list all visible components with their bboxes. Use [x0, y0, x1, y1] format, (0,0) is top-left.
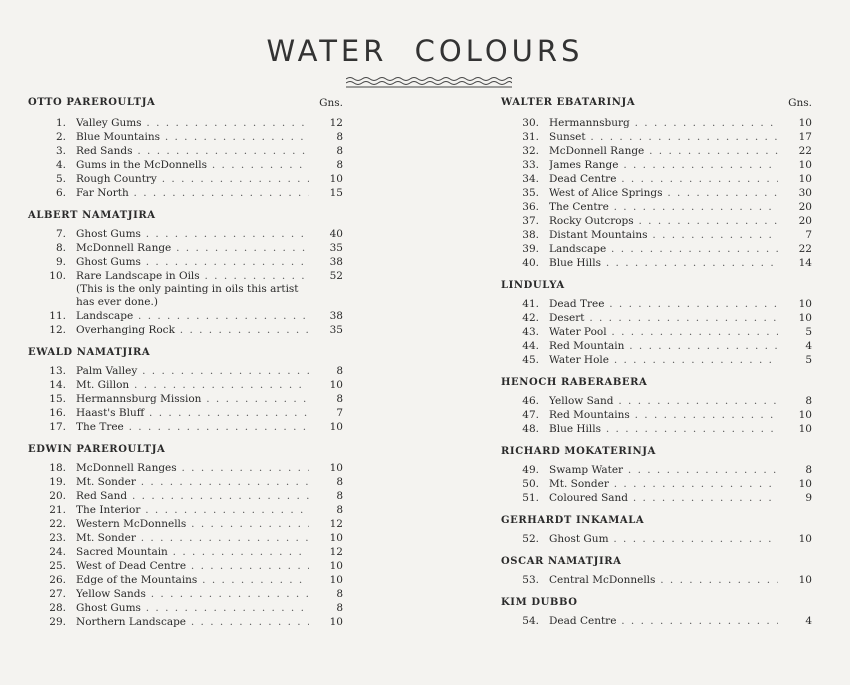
item-title: Red Mountain . . . — [549, 339, 778, 353]
item-price: 10 — [329, 421, 343, 433]
item-title: Dead Centre . . . — [549, 172, 778, 186]
catalogue-item — [28, 601, 343, 615]
item-title: Desert . . . — [549, 311, 778, 325]
item-number: 5. — [55, 173, 66, 185]
item-number: 25. — [49, 560, 66, 572]
catalogue-item — [501, 491, 812, 505]
catalogue-item — [28, 406, 343, 420]
catalogue-item — [501, 158, 812, 172]
item-title: Mt. Gillon . . . — [76, 378, 309, 392]
item-price: 52 — [329, 270, 343, 282]
catalogue-item — [28, 309, 343, 323]
item-title: Northern Landscape . . . — [76, 615, 309, 629]
item-number: 42. — [522, 312, 539, 324]
item-price: 10 — [329, 379, 343, 391]
item-price: 5 — [805, 354, 812, 366]
item-price: 38 — [329, 256, 343, 268]
item-price: 8 — [336, 131, 343, 143]
artist-name: OSCAR NAMATJIRA — [501, 556, 622, 567]
catalogue-item — [28, 227, 343, 241]
item-price: 4 — [805, 615, 812, 627]
item-price: 8 — [336, 365, 343, 377]
item-title: McDonnell Range . . . — [76, 241, 309, 255]
item-title: Mt. Sonder . . . — [549, 477, 778, 491]
item-number: 8. — [55, 242, 66, 254]
item-title: Landscape . . . — [76, 309, 309, 323]
item-price: 10 — [798, 159, 812, 171]
item-title: Distant Mountains . . . — [549, 228, 778, 242]
item-price: 17 — [798, 131, 812, 143]
item-price: 5 — [805, 326, 812, 338]
item-title: Ghost Gums . . . — [76, 227, 309, 241]
item-price: 22 — [798, 243, 812, 255]
catalogue-item — [501, 408, 812, 422]
item-number: 17. — [49, 421, 66, 433]
item-number: 18. — [49, 462, 66, 474]
item-number: 10. — [49, 270, 66, 282]
catalogue-item — [28, 378, 343, 392]
item-number: 54. — [522, 615, 539, 627]
item-price: 8 — [336, 145, 343, 157]
catalogue-item — [28, 573, 343, 587]
item-title: Ghost Gum . . . — [549, 532, 778, 546]
artist-name: RICHARD MOKATERINJA — [501, 446, 656, 457]
artist-section — [501, 515, 812, 546]
item-price: 10 — [798, 478, 812, 490]
catalogue-item — [501, 242, 812, 256]
item-price: 10 — [329, 173, 343, 185]
item-number: 24. — [49, 546, 66, 558]
item-title: Hermannsburg Mission . . . — [76, 392, 309, 406]
item-number: 23. — [49, 532, 66, 544]
catalogue-item — [28, 587, 343, 601]
item-price: 10 — [329, 574, 343, 586]
item-price: 8 — [805, 464, 812, 476]
item-title: Landscape . . . — [549, 242, 778, 256]
catalogue-item — [501, 144, 812, 158]
item-number: 45. — [522, 354, 539, 366]
item-title: Gums in the McDonnells . . . — [76, 158, 309, 172]
catalogue-item — [28, 144, 343, 158]
catalogue-item — [501, 614, 812, 628]
catalogue-item — [28, 420, 343, 434]
item-price: 7 — [805, 229, 812, 241]
item-title: Rocky Outcrops . . . — [549, 214, 778, 228]
catalogue-item — [501, 228, 812, 242]
catalogue-item — [28, 517, 343, 531]
item-number: 1. — [55, 117, 66, 129]
item-number: 43. — [522, 326, 539, 338]
item-number: 6. — [55, 187, 66, 199]
artist-name: OTTO PAREROULTJA — [28, 97, 156, 108]
item-price: 22 — [798, 145, 812, 157]
item-number: 19. — [49, 476, 66, 488]
artist-section — [501, 556, 812, 587]
catalogue-item — [28, 503, 343, 517]
item-number: 11. — [49, 310, 66, 322]
catalogue-item — [28, 172, 343, 186]
item-number: 20. — [49, 490, 66, 502]
item-price: 38 — [329, 310, 343, 322]
item-price: 8 — [336, 588, 343, 600]
item-title: Haast's Bluff . . . — [76, 406, 309, 420]
item-title: Rough Country . . . — [76, 172, 309, 186]
catalogue-item — [28, 255, 343, 269]
item-price: 4 — [805, 340, 812, 352]
item-title: Sunset . . . — [549, 130, 778, 144]
catalogue-item — [28, 269, 343, 283]
item-price: 10 — [329, 560, 343, 572]
item-title: Western McDonnells . . . — [76, 517, 309, 531]
catalogue-item — [28, 364, 343, 378]
item-price: 10 — [798, 117, 812, 129]
item-number: 3. — [55, 145, 66, 157]
artist-section — [501, 446, 812, 505]
artist-section — [28, 347, 343, 434]
artist-section — [28, 210, 343, 337]
item-price: 9 — [805, 492, 812, 504]
item-price: 8 — [336, 393, 343, 405]
item-number: 47. — [522, 409, 539, 421]
item-number: 14. — [49, 379, 66, 391]
item-title: The Centre . . . — [549, 200, 778, 214]
artist-name: GERHARDT INKAMALA — [501, 515, 645, 526]
decorative-wavy-rule — [346, 76, 512, 88]
item-number: 46. — [522, 395, 539, 407]
catalogue-item — [501, 339, 812, 353]
item-title: Rare Landscape in Oils . . . — [76, 269, 309, 283]
item-number: 30. — [522, 117, 539, 129]
catalogue-item — [28, 158, 343, 172]
item-title: Dead Centre . . . — [549, 614, 778, 628]
catalogue-item — [501, 325, 812, 339]
item-price: 20 — [798, 201, 812, 213]
catalogue-item — [501, 463, 812, 477]
artist-name: LINDULYA — [501, 280, 565, 291]
artist-section — [28, 97, 343, 200]
item-title: Dead Tree . . . — [549, 297, 778, 311]
item-number: 37. — [522, 215, 539, 227]
item-title: Blue Hills . . . — [549, 422, 778, 436]
item-number: 21. — [49, 504, 66, 516]
artist-section — [501, 597, 812, 628]
page-title: WATER COLOURS — [266, 34, 584, 68]
item-number: 40. — [522, 257, 539, 269]
catalogue-item — [501, 116, 812, 130]
item-number: 49. — [522, 464, 539, 476]
item-price: 30 — [798, 187, 812, 199]
item-title: West of Dead Centre . . . — [76, 559, 309, 573]
item-number: 26. — [49, 574, 66, 586]
item-number: 34. — [522, 173, 539, 185]
item-price: 10 — [329, 532, 343, 544]
item-price: 10 — [798, 423, 812, 435]
item-title: Swamp Water . . . — [549, 463, 778, 477]
item-price: 7 — [336, 407, 343, 419]
item-title: Red Sand . . . — [76, 489, 309, 503]
item-note: (This is the only painting in oils this artist has ever done.) — [76, 283, 299, 308]
catalogue-item — [501, 311, 812, 325]
item-number: 22. — [49, 518, 66, 530]
item-number: 41. — [522, 298, 539, 310]
right-catalogue-column — [501, 97, 812, 638]
item-number: 2. — [55, 131, 66, 143]
item-title: Mt. Sonder . . . — [76, 531, 309, 545]
catalogue-item — [28, 116, 343, 130]
item-title: Valley Gums . . . — [76, 116, 309, 130]
catalogue-item — [28, 323, 343, 337]
catalogue-item — [28, 130, 343, 144]
item-title: James Range . . . — [549, 158, 778, 172]
item-title: Palm Valley . . . — [76, 364, 309, 378]
section-header — [28, 97, 343, 111]
item-title: Ghost Gums . . . — [76, 255, 309, 269]
item-price: 15 — [329, 187, 343, 199]
item-number: 13. — [49, 365, 66, 377]
item-title: Overhanging Rock . . . — [76, 323, 309, 337]
artist-name: HENOCH RABERABERA — [501, 377, 648, 388]
artist-name: EDWIN PAREROULTJA — [28, 444, 166, 455]
left-catalogue-column — [28, 97, 343, 639]
catalogue-item — [501, 573, 812, 587]
item-number: 33. — [522, 159, 539, 171]
item-price: 10 — [329, 462, 343, 474]
catalogue-item — [501, 130, 812, 144]
catalogue-item — [28, 489, 343, 503]
item-title: Hermannsburg . . . — [549, 116, 778, 130]
catalogue-item — [501, 394, 812, 408]
catalogue-item — [28, 186, 343, 200]
catalogue-item — [28, 475, 343, 489]
catalogue-item — [28, 241, 343, 255]
item-title: Yellow Sand . . . — [549, 394, 778, 408]
catalogue-item — [28, 392, 343, 406]
catalogue-item — [501, 186, 812, 200]
artist-name: WALTER EBATARINJA — [501, 97, 636, 108]
item-number: 32. — [522, 145, 539, 157]
artist-name: KIM DUBBO — [501, 597, 578, 608]
item-title: McDonnell Ranges . . . — [76, 461, 309, 475]
artist-name: ALBERT NAMATJIRA — [28, 210, 156, 221]
catalogue-item — [501, 172, 812, 186]
item-title: Ghost Gums . . . — [76, 601, 309, 615]
catalogue-item — [501, 214, 812, 228]
item-price: 8 — [336, 476, 343, 488]
item-price: 10 — [798, 533, 812, 545]
item-price: 14 — [798, 257, 812, 269]
item-price: 8 — [336, 602, 343, 614]
item-title: Far North . . . — [76, 186, 309, 200]
item-title: Coloured Sand . . . — [549, 491, 778, 505]
catalogue-item — [28, 545, 343, 559]
catalogue-item — [501, 256, 812, 270]
item-number: 16. — [49, 407, 66, 419]
item-title: Water Pool . . . — [549, 325, 778, 339]
item-price: 10 — [798, 298, 812, 310]
catalogue-item — [28, 461, 343, 475]
artist-section — [501, 377, 812, 436]
item-price: 10 — [798, 173, 812, 185]
item-price: 12 — [329, 518, 343, 530]
item-number: 44. — [522, 340, 539, 352]
item-price: 40 — [329, 228, 343, 240]
item-price: 10 — [798, 574, 812, 586]
item-number: 29. — [49, 616, 66, 628]
artist-section — [501, 97, 812, 270]
section-header — [501, 97, 812, 111]
artist-name: EWALD NAMATJIRA — [28, 347, 151, 358]
catalogue-item — [28, 531, 343, 545]
item-title: Blue Hills . . . — [549, 256, 778, 270]
item-number: 12. — [49, 324, 66, 336]
item-number: 28. — [49, 602, 66, 614]
item-number: 9. — [55, 256, 66, 268]
item-title: Mt. Sonder . . . — [76, 475, 309, 489]
artist-section — [501, 280, 812, 367]
item-number: 50. — [522, 478, 539, 490]
catalogue-item — [501, 532, 812, 546]
item-title: Red Mountains . . . — [549, 408, 778, 422]
item-price: 12 — [329, 117, 343, 129]
item-number: 35. — [522, 187, 539, 199]
item-title: Sacred Mountain . . . — [76, 545, 309, 559]
item-number: 51. — [522, 492, 539, 504]
artist-section — [28, 444, 343, 629]
item-number: 38. — [522, 229, 539, 241]
item-title: McDonnell Range . . . — [549, 144, 778, 158]
item-number: 27. — [49, 588, 66, 600]
item-price: 8 — [336, 490, 343, 502]
item-title: West of Alice Springs . . . — [549, 186, 778, 200]
item-number: 36. — [522, 201, 539, 213]
item-price: 12 — [329, 546, 343, 558]
catalogue-item — [501, 200, 812, 214]
currency-label: Gns. — [319, 97, 343, 109]
catalogue-item — [28, 559, 343, 573]
item-price: 10 — [329, 616, 343, 628]
item-number: 52. — [522, 533, 539, 545]
item-price: 8 — [336, 159, 343, 171]
catalogue-item — [28, 615, 343, 629]
item-title: Yellow Sands . . . — [76, 587, 309, 601]
item-title: The Tree . . . — [76, 420, 309, 434]
catalogue-item — [501, 422, 812, 436]
item-title: Edge of the Mountains . . . — [76, 573, 309, 587]
item-number: 39. — [522, 243, 539, 255]
item-number: 31. — [522, 131, 539, 143]
item-number: 53. — [522, 574, 539, 586]
catalogue-item — [501, 477, 812, 491]
item-price: 10 — [798, 409, 812, 421]
catalogue-item — [501, 353, 812, 367]
item-price: 20 — [798, 215, 812, 227]
item-number: 15. — [49, 393, 66, 405]
item-number: 48. — [522, 423, 539, 435]
item-price: 35 — [329, 324, 343, 336]
item-number: 4. — [55, 159, 66, 171]
currency-label: Gns. — [788, 97, 812, 109]
catalogue-item — [501, 297, 812, 311]
item-number: 7. — [55, 228, 66, 240]
item-price: 35 — [329, 242, 343, 254]
item-title: The Interior . . . — [76, 503, 309, 517]
item-title: Central McDonnells . . . — [549, 573, 778, 587]
item-title: Water Hole . . . — [549, 353, 778, 367]
item-title: Blue Mountains . . . — [76, 130, 309, 144]
item-price: 8 — [336, 504, 343, 516]
item-price: 10 — [798, 312, 812, 324]
item-price: 8 — [805, 395, 812, 407]
item-title: Red Sands . . . — [76, 144, 309, 158]
